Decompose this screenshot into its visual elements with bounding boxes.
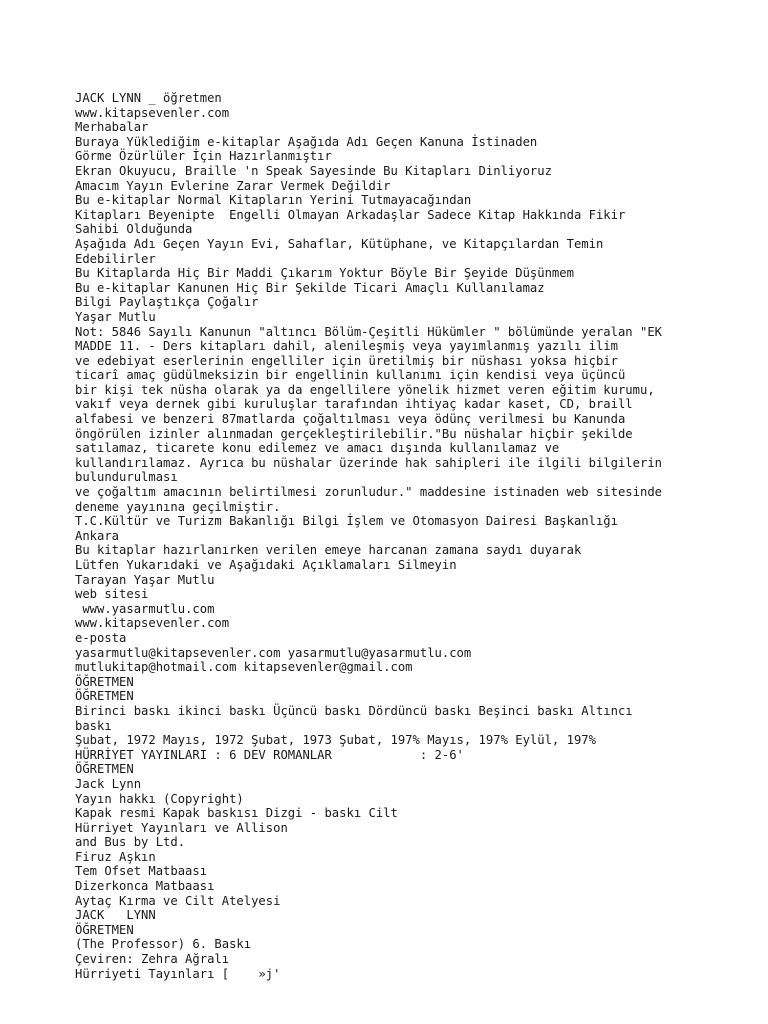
- text-line: (The Professor) 6. Baskı: [75, 937, 252, 952]
- text-line: Edebilirler: [75, 251, 156, 266]
- text-line: Birinci baskı ikinci baskı Üçüncü baskı Dördüncü baskı Beşinci baskı Altıncı: [75, 703, 633, 718]
- text-line: vakıf veya dernek gibi kuruluşlar tarafından ihtiyaç kadar kaset, CD, braill: [75, 397, 633, 412]
- text-line: Ekran Okuyucu, Braille 'n Speak Sayesinde Bu Kitapları Dinliyoruz: [75, 163, 552, 178]
- text-line: Buraya Yüklediğim e-kitaplar Aşağıda Adı Geçen Kanuna İstinaden: [75, 134, 538, 149]
- text-line: www.kitapsevenler.com: [75, 616, 230, 631]
- text-line: ve edebiyat eserlerinin engelliler için üretilmiş bir nüshası yoksa hiçbir: [75, 353, 618, 368]
- document-text: [75, 91, 695, 981]
- text-line: Bu Kitaplarda Hiç Bir Maddi Çıkarım Yoktur Böyle Bir Şeyide Düşünmem: [75, 266, 574, 281]
- text-line: www.kitapsevenler.com: [75, 105, 230, 120]
- text-line: kullandırılamaz. Ayrıca bu nüshalar üzerinde hak sahipleri ile ilgili bilgilerin: [75, 455, 662, 470]
- text-line: e-posta: [75, 630, 127, 645]
- text-line: öngörülen izinler alınmadan gerçekleştirilebilir."Bu nüshalar hiçbir şekilde: [75, 426, 633, 441]
- text-line: Yaşar Mutlu: [75, 309, 156, 324]
- text-line: Çeviren: Zehra Ağralı: [75, 952, 230, 967]
- text-line: bir kişi tek nüsha olarak ya da engellilere yönelik hizmet veren eğitim kurumu,: [75, 382, 655, 397]
- text-line: Bu kitaplar hazırlanırken verilen emeye harcanan zamana saydı duyarak: [75, 543, 582, 558]
- text-line: Yayın hakkı (Copyright): [75, 791, 244, 806]
- text-line: Hürriyet Yayınları ve Allison: [75, 820, 288, 835]
- text-line: Tarayan Yaşar Mutlu: [75, 572, 215, 587]
- text-line: satılamaz, ticarete konu edilemez ve amacı dışında kullanılamaz ve: [75, 441, 560, 456]
- text-line: deneme yayınına geçilmiştir.: [75, 499, 281, 514]
- text-line: Amacım Yayın Evlerine Zarar Vermek Değildir: [75, 178, 391, 193]
- text-line: Tem Ofset Matbaası: [75, 864, 208, 879]
- text-line: ÖĞRETMEN: [75, 674, 134, 689]
- text-line: Not: 5846 Sayılı Kanunun "altıncı Bölüm-Çeşitli Hükümler " bölümünde yeralan "EK: [75, 324, 662, 339]
- text-line: mutlukitap@hotmail.com kitapsevenler@gmail.com: [75, 660, 413, 675]
- text-line: Jack Lynn: [75, 776, 142, 791]
- text-line: Şubat, 1972 Mayıs, 1972 Şubat, 1973 Şubat, 197% Mayıs, 197% Eylül, 197%: [75, 733, 596, 748]
- text-line: Firuz Aşkın: [75, 849, 156, 864]
- text-line: Lütfen Yukarıdaki ve Aşağıdaki Açıklamaları Silmeyin: [75, 558, 457, 572]
- text-line: Bilgi Paylaştıkça Çoğalır: [75, 295, 259, 310]
- text-line: web sitesi: [75, 587, 149, 602]
- text-line: Dizerkonca Matbaası: [75, 879, 215, 894]
- text-line: www.yasarmutlu.com: [75, 601, 215, 616]
- text-line: Hürriyeti Tayınları [ »j': [75, 966, 281, 981]
- text-line: HÜRRİYET YAYINLARI : 6 DEV ROMANLAR : 2-6': [75, 747, 464, 762]
- text-line: ve çoğaltım amacının belirtilmesi zorunludur." maddesine istinaden web sitesinde: [75, 485, 662, 500]
- text-line: bulundurulması: [75, 470, 178, 485]
- text-line: ticarî amaç güdülmeksizin bir engellinin kullanımı için kendisi veya üçüncü: [75, 368, 626, 383]
- text-line: baskı: [75, 718, 112, 733]
- text-line: ÖĞRETMEN: [75, 689, 134, 704]
- text-line: Bu e-kitaplar Normal Kitapların Yerini Tutmayacağından: [75, 193, 472, 208]
- text-line: Sahibi Olduğunda: [75, 222, 193, 237]
- text-line: ÖĞRETMEN: [75, 922, 134, 937]
- text-line: JACK LYNN _ öğretmen: [75, 91, 222, 105]
- text-line: Merhabalar: [75, 120, 149, 135]
- text-line: ÖĞRETMEN: [75, 762, 134, 777]
- text-line: and Bus by Ltd.: [75, 835, 186, 850]
- text-line: Kitapları Beyenipte Engelli Olmayan Arkadaşlar Sadece Kitap Hakkında Fikir: [75, 207, 626, 222]
- text-line: alfabesi ve benzeri 87matlarda çoğaltılması veya ödünç verilmesi bu Kanunda: [75, 412, 626, 427]
- text-line: Aşağıda Adı Geçen Yayın Evi, Sahaflar, Kütüphane, ve Kitapçılardan Temin: [75, 236, 604, 251]
- text-line: yasarmutlu@kitapsevenler.com yasarmutlu@yasarmutlu.com: [75, 645, 472, 660]
- text-line: JACK LYNN: [75, 908, 156, 923]
- text-line: Aytaç Kırma ve Cilt Atelyesi: [75, 893, 281, 908]
- text-line: Bu e-kitaplar Kanunen Hiç Bir Şekilde Ticari Amaçlı Kullanılamaz: [75, 280, 545, 295]
- text-line: Ankara: [75, 528, 120, 543]
- text-line: Kapak resmi Kapak baskısı Dizgi - baskı Cilt: [75, 806, 398, 821]
- text-line: MADDE 11. - Ders kitapları dahil, alenileşmiş veya yayımlanmış yazılı ilim: [75, 339, 618, 354]
- text-line: Görme Özürlüler İçin Hazırlanmıştır: [75, 149, 332, 164]
- text-line: T.C.Kültür ve Turizm Bakanlığı Bilgi İşlem ve Otomasyon Dairesi Başkanlığı: [75, 514, 618, 529]
